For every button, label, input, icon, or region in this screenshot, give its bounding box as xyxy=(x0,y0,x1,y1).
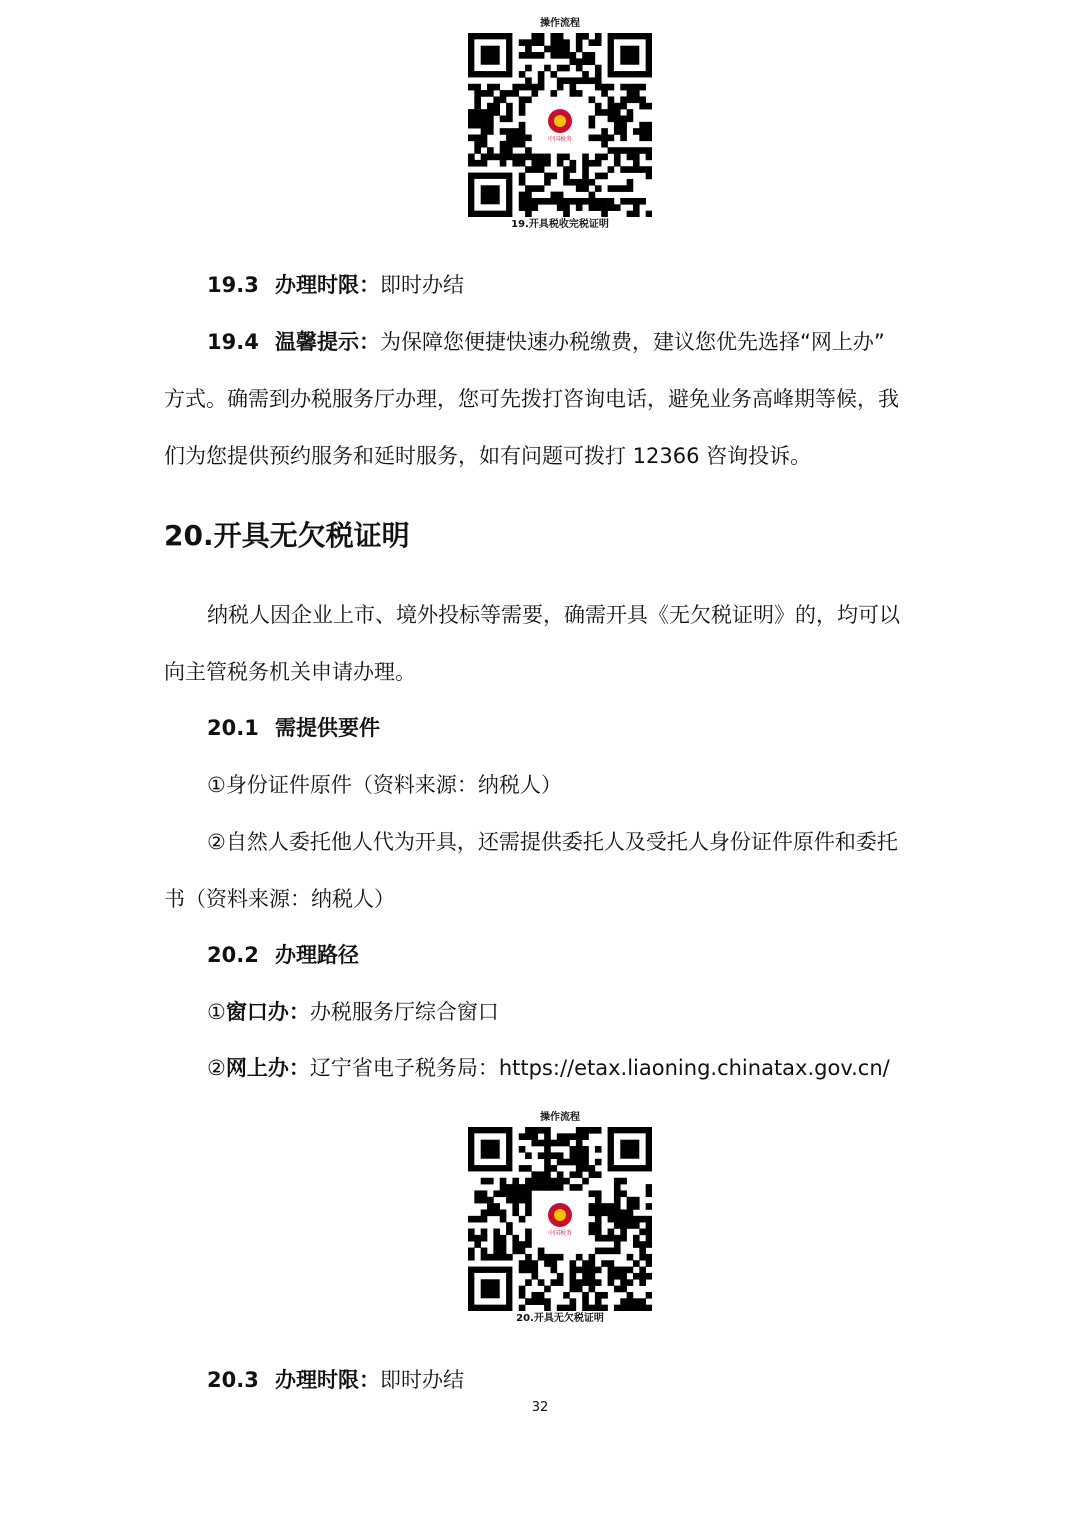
qr-title: 操作流程 xyxy=(540,18,580,29)
list-item xyxy=(207,1053,890,1083)
section-text: 即时办结 xyxy=(380,273,464,297)
qr-code-image xyxy=(468,1127,652,1311)
qr-title: 操作流程 xyxy=(540,1112,580,1123)
section-label: 办理时限： xyxy=(275,1368,380,1392)
section-heading-20: 20.开具无欠税证明 xyxy=(164,519,410,552)
paragraph-line: 向主管税务机关申请办理。 xyxy=(164,660,416,684)
section-20-3 xyxy=(207,1365,464,1395)
list-marker: ① xyxy=(207,1000,226,1024)
list-text-url[interactable]: 辽宁省电子税务局：https://etax.liaoning.chinatax.gov.cn/ xyxy=(309,1056,890,1080)
qr-logo-text: 中国税务 xyxy=(547,1230,573,1237)
list-item-continuation: 书（资料来源：纳税人） xyxy=(164,887,395,911)
paragraph-line: 方式。确需到办税服务厅办理，您可先拨打咨询电话，避免业务高峰期等候，我 xyxy=(164,387,899,411)
qr-logo-text: 中国税务 xyxy=(547,136,573,143)
section-label: 温馨提示： xyxy=(275,330,380,354)
paragraph-line: 们为您提供预约服务和延时服务，如有问题可拨打 12366 咨询投诉。 xyxy=(164,444,812,468)
list-item: ①身份证件原件（资料来源：纳税人） xyxy=(207,773,562,797)
section-20-2 xyxy=(207,940,359,970)
section-number: 19.4 xyxy=(207,330,259,354)
page-number: 32 xyxy=(531,1400,549,1415)
list-text: 办税服务厅综合窗口 xyxy=(309,1000,499,1024)
list-item: ②自然人委托他人代为开具，还需提供委托人及受托人身份证件原件和委托 xyxy=(207,830,898,854)
section-19-4 xyxy=(207,327,885,357)
qr-caption: 20.开具无欠税证明 xyxy=(516,1313,604,1324)
section-20-1 xyxy=(207,713,380,743)
section-label: 办理时限： xyxy=(275,273,380,297)
section-number: 19.3 xyxy=(207,273,259,297)
paragraph-line: 纳税人因企业上市、境外投标等需要，确需开具《无欠税证明》的，均可以 xyxy=(207,603,900,627)
section-19-3 xyxy=(207,270,464,300)
section-number: 20.1 xyxy=(207,716,259,740)
section-number: 20.3 xyxy=(207,1368,259,1392)
list-label: 网上办： xyxy=(225,1056,310,1080)
list-label: 窗口办： xyxy=(225,1000,310,1024)
qr-caption: 19.开具税收完税证明 xyxy=(511,219,609,230)
section-text: 即时办结 xyxy=(380,1368,464,1392)
list-marker: ② xyxy=(207,1056,226,1080)
section-title: 办理路径 xyxy=(275,943,359,967)
section-title: 需提供要件 xyxy=(275,716,380,740)
qr-block-20 xyxy=(460,1112,660,1325)
section-number: 20.2 xyxy=(207,943,259,967)
qr-code-image xyxy=(468,33,652,217)
qr-block-19 xyxy=(460,18,660,231)
paragraph-line: 为保障您便捷快速办税缴费，建议您优先选择“网上办” xyxy=(380,330,885,354)
list-item xyxy=(207,997,499,1027)
